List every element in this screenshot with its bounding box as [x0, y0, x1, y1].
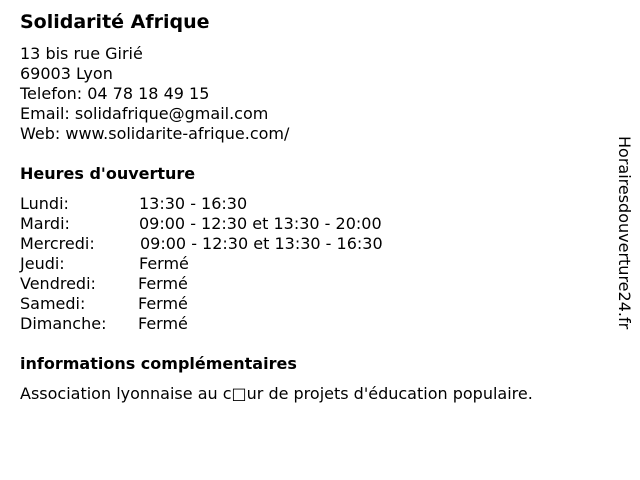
day-label: Lundi:	[20, 194, 69, 213]
watermark: Horairesdouverture24.fr	[615, 136, 634, 330]
info-text: Association lyonnaise au c□ur de projets d'éducation populaire.	[20, 384, 533, 403]
hours-heading: Heures d'ouverture	[20, 164, 196, 183]
day-label: Samedi:	[20, 294, 86, 313]
web-line: Web: www.solidarite-afrique.com/	[20, 124, 290, 143]
phone-line: Telefon: 04 78 18 49 15	[20, 84, 210, 103]
email-line: Email: solidafrique@gmail.com	[20, 104, 269, 123]
day-label: Dimanche:	[20, 314, 107, 333]
day-hours: Fermé	[139, 254, 189, 273]
day-hours: 09:00 - 12:30 et 13:30 - 16:30	[140, 234, 383, 253]
day-label: Mardi:	[20, 214, 70, 233]
day-label: Vendredi:	[20, 274, 96, 293]
day-hours: Fermé	[138, 294, 188, 313]
day-label: Jeudi:	[20, 254, 65, 273]
info-heading: informations complémentaires	[20, 354, 297, 373]
address-city: 69003 Lyon	[20, 64, 113, 83]
day-hours: Fermé	[138, 274, 188, 293]
day-label: Mercredi:	[20, 234, 95, 253]
business-name: Solidarité Afrique	[20, 11, 210, 33]
address-street: 13 bis rue Girié	[20, 44, 143, 63]
day-hours: 13:30 - 16:30	[139, 194, 248, 213]
day-hours: 09:00 - 12:30 et 13:30 - 20:00	[139, 214, 382, 233]
day-hours: Fermé	[138, 314, 188, 333]
